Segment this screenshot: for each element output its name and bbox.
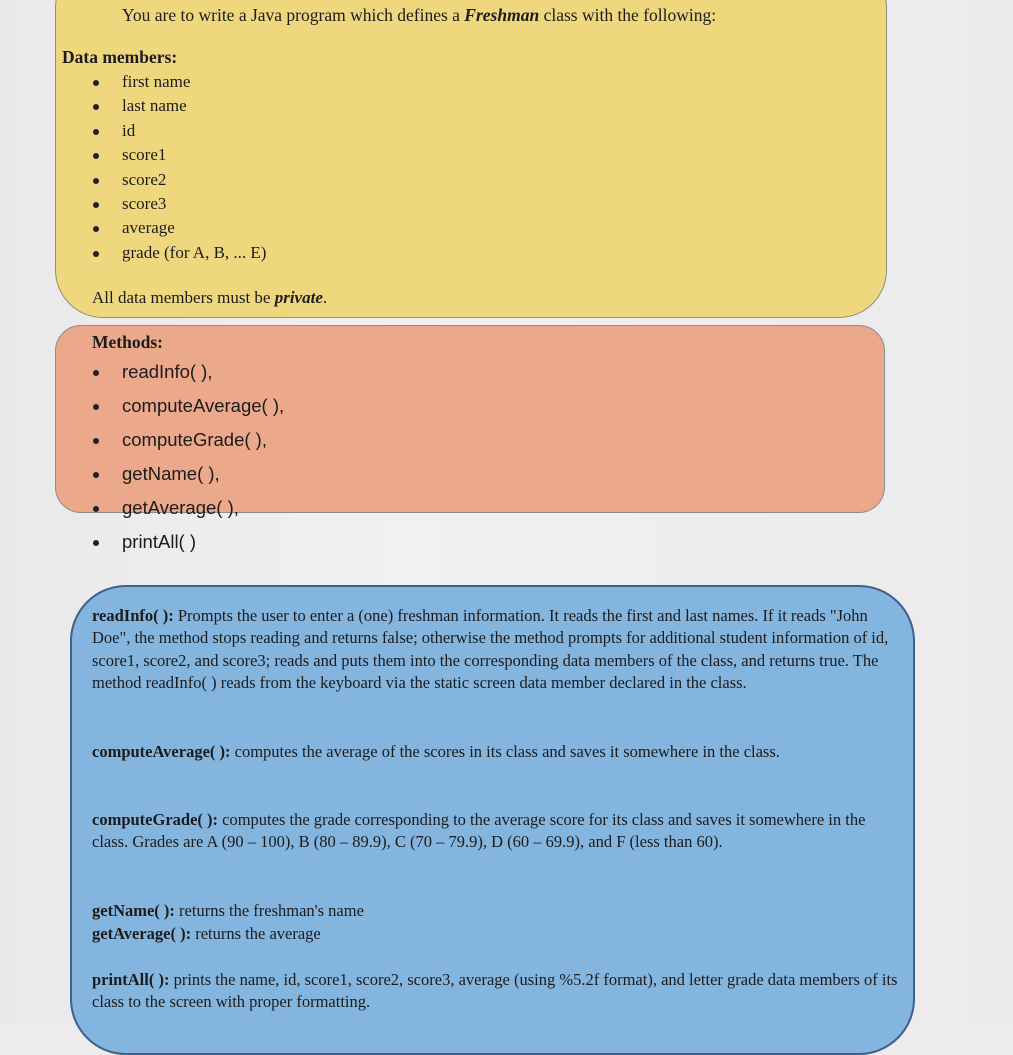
printall-description	[92, 969, 902, 1014]
printall-text: prints the name, id, score1, score2, score3, average (using %5.2f format), and letter grade data members of its class to the screen with proper formatting.	[92, 970, 898, 1012]
list-item: printAll( )	[122, 528, 284, 562]
getaverage-text: returns the average	[191, 924, 321, 943]
getname-description	[92, 900, 902, 922]
list-item: getAverage( ),	[122, 494, 284, 528]
assignment-intro	[122, 4, 716, 26]
intro-suffix: class with the following:	[539, 5, 717, 25]
private-note	[92, 287, 327, 309]
list-item: score1	[122, 143, 266, 167]
computeaverage-name: computeAverage( ):	[92, 742, 231, 761]
methods-heading: Methods:	[92, 332, 163, 352]
getname-text: returns the freshman's name	[174, 901, 364, 920]
data-members-list	[122, 70, 266, 265]
methods-list	[122, 358, 284, 562]
intro-prefix: You are to write a Java program which defines a	[122, 5, 465, 25]
class-name: Freshman	[464, 5, 540, 25]
readinfo-description	[92, 605, 902, 695]
data-members-heading: Data members:	[62, 47, 178, 67]
getaverage-name: getAverage( ):	[92, 924, 192, 943]
computegrade-text: computes the grade corresponding to the average score for its class and saves it somewhere in the class. Grades are A (90 – 100), B (80 – 89.9), C (70 – 79.9), D (60 – 69.9), and F (less than 60).	[92, 810, 866, 852]
readinfo-text: Prompts the user to enter a (one) freshman information. It reads the first and last names. If it reads "John Doe", the method stops reading and returns false; otherwise the method prompts for additional student information of id, score1, score2, and score3; reads and puts them into the corresponding data members of the class, and returns true. The method readInfo( ) reads from the keyboard via the static screen data member declared in the class.	[92, 606, 889, 693]
list-item: score2	[122, 168, 266, 192]
list-item: first name	[122, 70, 266, 94]
list-item: grade (for A, B, ... E)	[122, 241, 266, 265]
list-item: score3	[122, 192, 266, 216]
list-item: computeGrade( ),	[122, 426, 284, 460]
list-item: getName( ),	[122, 460, 284, 494]
list-item: computeAverage( ),	[122, 392, 284, 426]
private-note-suffix: .	[322, 288, 328, 307]
list-item: id	[122, 119, 266, 143]
list-item: average	[122, 216, 266, 240]
computegrade-name: computeGrade( ):	[92, 810, 219, 829]
computegrade-description	[92, 809, 902, 854]
readinfo-name: readInfo( ):	[92, 606, 174, 625]
getaverage-description	[92, 923, 902, 945]
computeaverage-description	[92, 741, 902, 763]
printall-name: printAll( ):	[92, 970, 170, 989]
list-item: readInfo( ),	[122, 358, 284, 392]
private-note-prefix: All data members must be	[92, 288, 275, 307]
computeaverage-text: computes the average of the scores in its class and saves it somewhere in the class.	[230, 742, 780, 761]
private-keyword: private	[274, 288, 323, 307]
getname-name: getName( ):	[92, 901, 175, 920]
list-item: last name	[122, 94, 266, 118]
